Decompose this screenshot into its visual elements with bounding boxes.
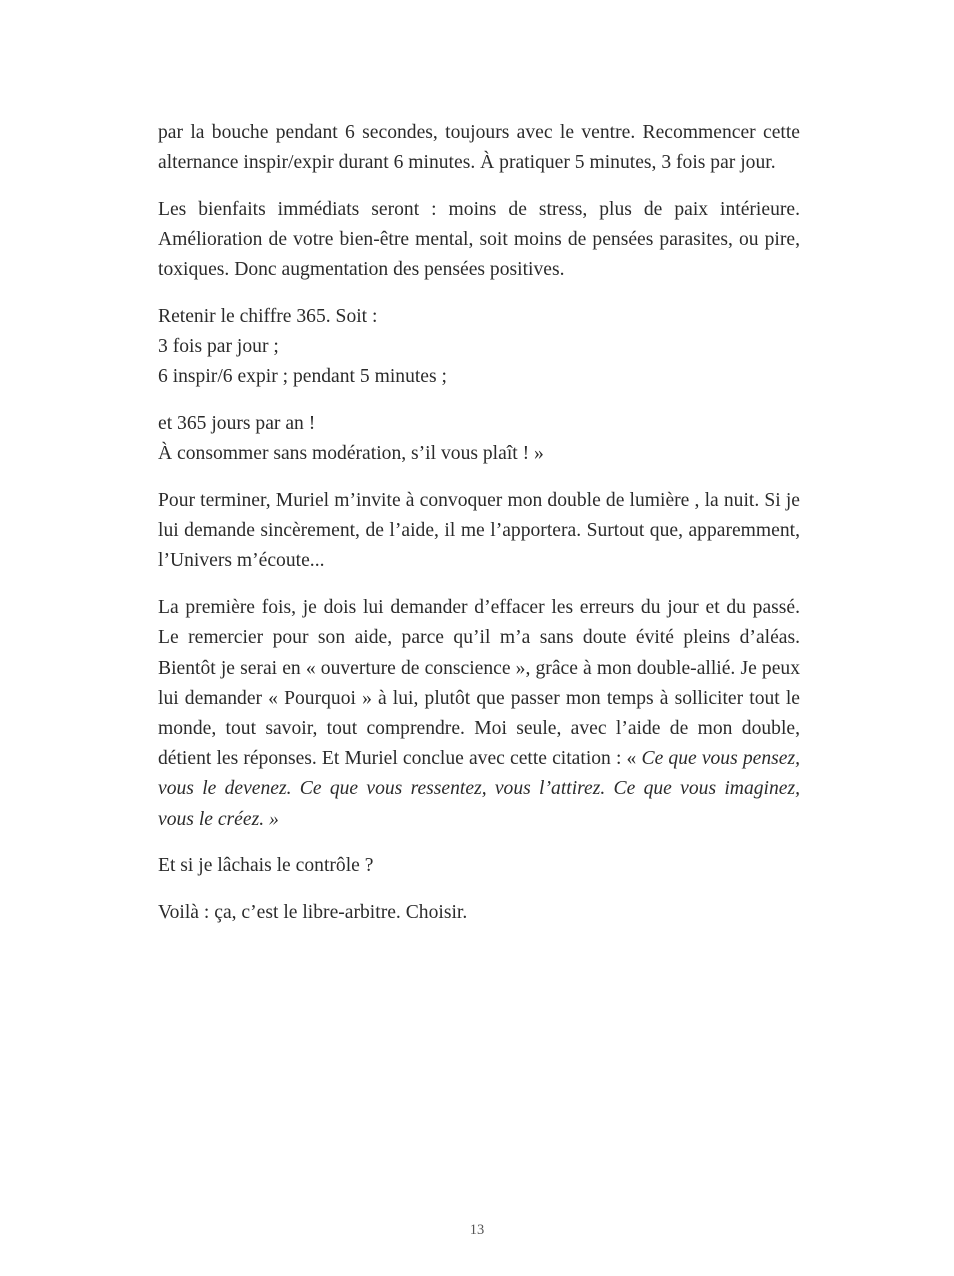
paragraph-double-of-light: Pour terminer, Muriel m’invite à convoquer mon double de lumière , la nuit. Si je lui demande sincèrement, de l’aide, il me l’apportera. Surtout que, apparemment, l’Univers m’écoute... — [158, 490, 800, 572]
paragraph-benefits: Les bienfaits immédiats seront : moins de stress, plus de paix intérieure. Amélioration de votre bien-être mental, soit moins de pensées parasites, ou pire, toxiques. Donc augmentation des pensées positives. — [158, 198, 800, 281]
page-body — [158, 118, 800, 928]
paragraph-letting-go: Et si je lâchais le contrôle ? — [158, 855, 374, 877]
paragraph-breathing-instructions: par la bouche pendant 6 secondes, toujours avec le ventre. Recommencer cette alternance inspir/expir durant 6 minutes. À pratiquer 5 minutes, 3 fois par jour. — [158, 122, 800, 174]
line-retain-365: Retenir le chiffre 365. Soit : — [158, 306, 378, 328]
paragraph-first-time — [158, 593, 800, 835]
paragraph-first-time-text: La première fois, je dois lui demander d’effacer les erreurs du jour et du passé. Le remercier pour son aide, parce qu’il m’a sans doute évité pleins d’aléas. Bientôt je serai en « ouverture de conscience », grâce à mon double-allié. Je peux lui demander « Pourquoi » à lui, plutôt que passer mon temps à solliciter tout le monde, tout savoir, tout comprendre. Moi seule, avec l’aide de mon double, détient les réponses. Et Muriel conclue avec cette citation : « — [158, 597, 800, 770]
line-inspir-expir: 6 inspir/6 expir ; pendant 5 minutes ; — [158, 366, 447, 388]
line-365-days: et 365 jours par an ! — [158, 413, 316, 435]
line-three-times: 3 fois par jour ; — [158, 336, 279, 358]
paragraph-free-will: Voilà : ça, c’est le libre-arbitre. Choisir. — [158, 901, 468, 923]
page-number: 13 — [469, 1222, 485, 1238]
line-consume: À consommer sans modération, s’il vous plaît ! » — [158, 443, 544, 465]
citation-quote: Ce que vous pensez, vous le devenez. Ce que vous ressentez, vous l’attirez. Ce que vous imaginez, vous le créez. » — [158, 748, 800, 830]
